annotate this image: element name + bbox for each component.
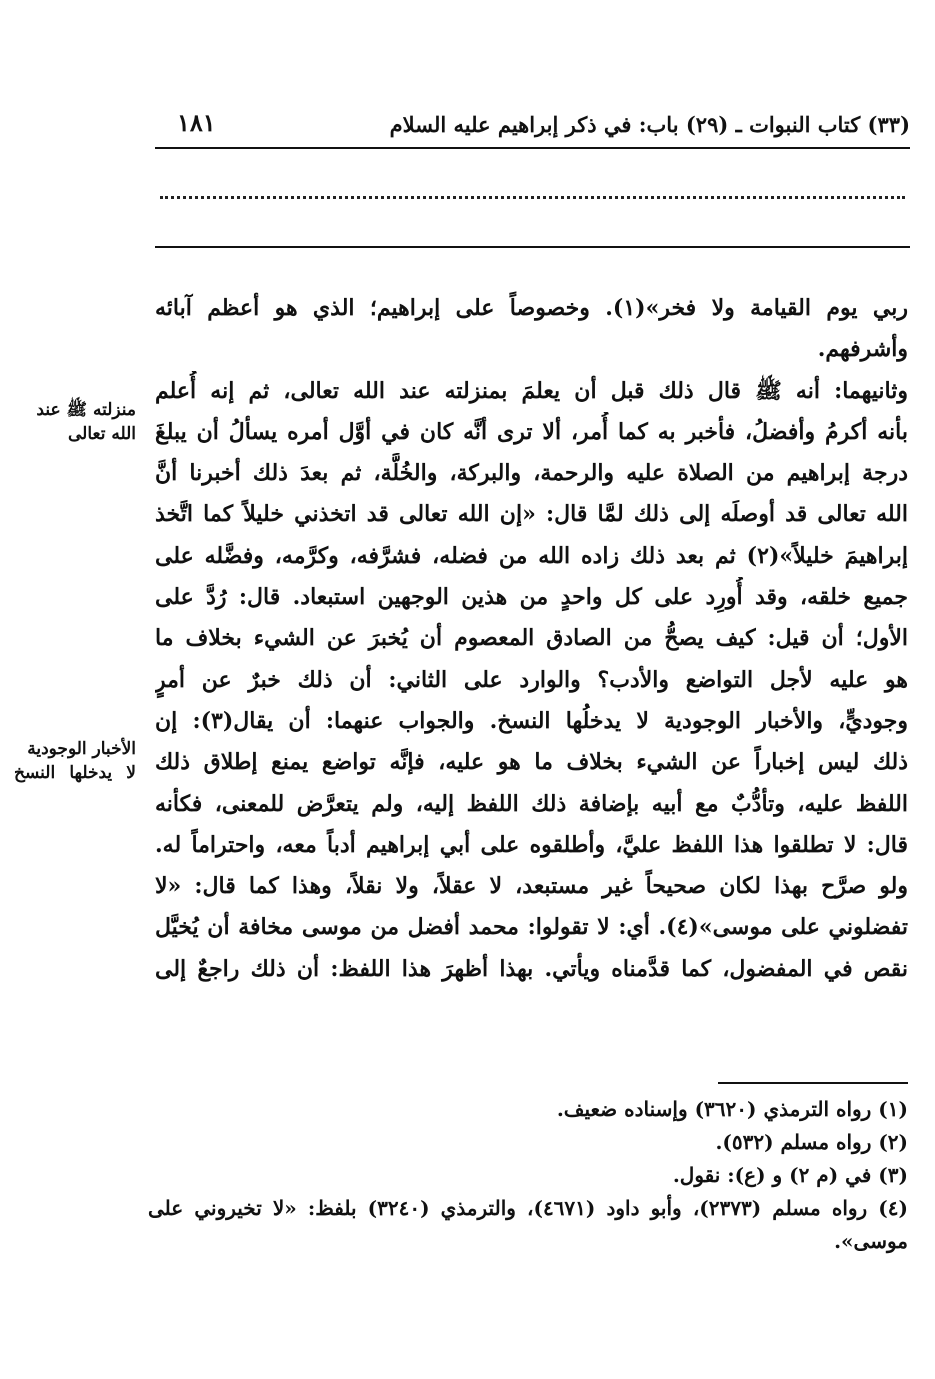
header-rule: [155, 147, 910, 149]
text-line: وثانيهما: أنه ﷺ قال ذلك قبل أن يعلمَ بمنزلته عند الله تعالى، ثم إنه أُعلم: [155, 377, 908, 404]
text-line: إبراهيمَ خليلاً»(٢) ثم بعد ذلك زاده الله من فضله، فشرَّفه، وكرَّمه، وفضَّله على: [155, 542, 908, 569]
text-line: اللفظ عليه، وتأدُّبٌ مع أبيه بإضافة ذلك اللفظ إليه، ولم يتعرَّض للمعنى، فكأنه: [155, 790, 908, 817]
footnotes: [148, 1093, 908, 1258]
text-line: وأشرفهم.: [817, 336, 908, 363]
text-line: تفضلوني على موسى»(٤). أي: لا تقولوا: محمد أفضل من موسى مخافة أن يُخيَّل: [155, 914, 908, 941]
main-text: [155, 288, 908, 990]
text-line: الأول؛ أن قيل: كيف يصحُّ من الصادق المعصوم أن يُخبرَ عن الشيء بخلاف ما: [155, 625, 908, 652]
footnote: (٢) رواه مسلم (٥٣٢).: [715, 1130, 908, 1154]
text-line: نقص في المفضول، كما قدَّمناه ويأتي. بهذا أظهرَ هذا اللفظ: أن ذلك راجعٌ إلى: [155, 955, 908, 982]
side-note: منزلته ﷺ عند الله تعالى: [36, 400, 136, 444]
running-header: [155, 108, 910, 144]
omission-dots: [160, 196, 905, 199]
text-line: قال: لا تطلقوا هذا اللفظ عليَّ، وأطلقوه على أبي إبراهيم أدباً معه، واحتراماً له.: [155, 831, 908, 858]
text-line: الله تعالى قد أوصلَه إلى ذلك لمَّا قال: «إن الله تعالى قد اتخذني خليلاً كما اتَّخذ: [155, 501, 908, 528]
section-rule: [155, 246, 910, 248]
text-line: هو عليه لأجل التواضع والأدب؟ والوارد على الثاني: أن ذلك خبرٌ عن أمرٍ: [155, 666, 908, 693]
text-line: ذلك ليس إخباراً عن الشيء بخلاف ما هو عليه، فإنَّه تواضع يمنع إطلاق ذلك: [155, 749, 908, 776]
footnote: (١) رواه الترمذي (٣٦٢٠) وإسناده ضعيف.: [556, 1097, 908, 1121]
header-title: (٣٣) كتاب النبوات ـ (٢٩) باب: في ذكر إبراهيم عليه السلام: [389, 112, 910, 137]
text-line: ربي يوم القيامة ولا فخر»(١). وخصوصاً على إبراهيم؛ الذي هو أعظم آبائه: [155, 295, 908, 321]
footnote: (٤) رواه مسلم (٢٣٧٣)، وأبو داود (٤٦٧١)، والترمذي (٣٢٤٠) بلفظ: «لا تخيروني على موسى».: [148, 1196, 908, 1253]
footnote-rule: [718, 1082, 908, 1084]
side-note: الأخبار الوجودية لا يدخلها النسخ: [14, 739, 136, 783]
text-line: بأنه أكرمُ وأفضلُ، فأخبر به كما أُمر، ألا ترى أنَّه كان في أوَّل أمره يسألُ أن يبلغَ: [155, 418, 908, 445]
text-line: وجوديٍّ، والأخبار الوجودية لا يدخلُها النسخ. والجواب عنهما: أن يقال(٣): إن: [155, 707, 908, 734]
page-number: ١٨١: [177, 108, 216, 137]
footnote: (٣) في (م ٢) و (ع): نقول.: [672, 1163, 908, 1187]
text-line: درجة إبراهيم من الصلاة عليه والرحمة، والبركة، والخُلَّة، ثم بعدَ ذلك أخبرنا أنَّ: [155, 460, 908, 487]
text-line: ولو صرَّح بهذا لكان صحيحاً غير مستبعد، لا عقلاً، ولا نقلاً، وهذا كما قال: «لا: [155, 873, 908, 900]
text-line: جميع خلقه، وقد أُورِد على كل واحدٍ من هذين الوجهين استبعاد. قال: رُدَّ على: [155, 584, 908, 611]
